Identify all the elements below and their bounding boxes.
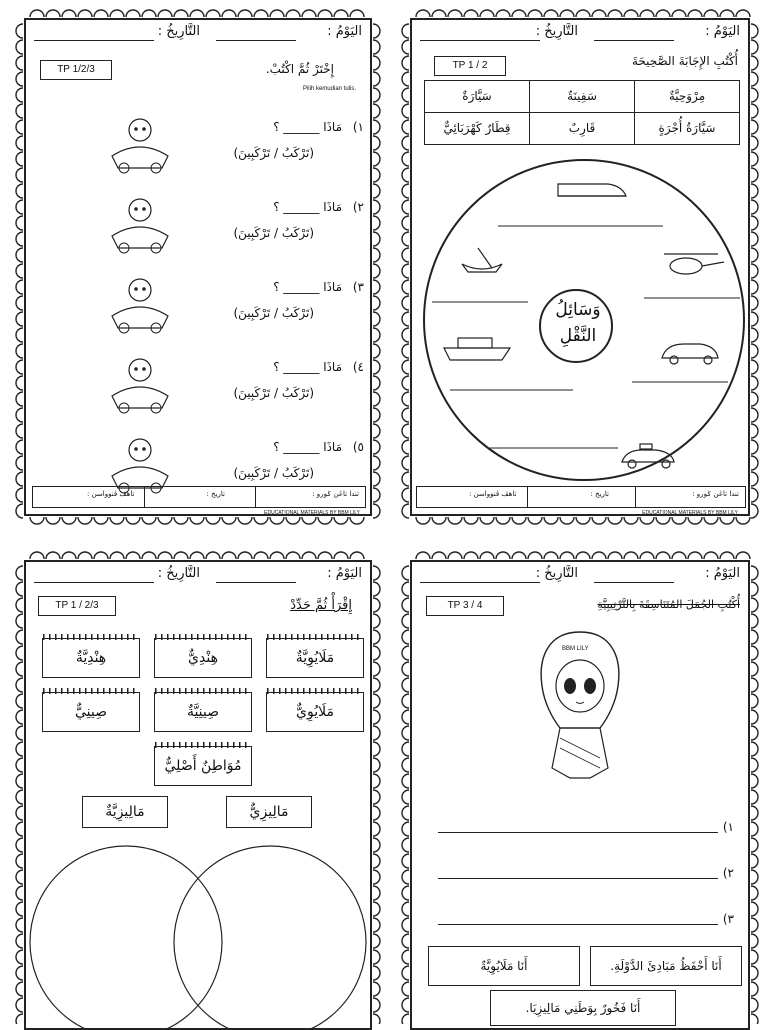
footer-level: تاهڤ ڤنوواسن :	[87, 490, 135, 498]
word-card-text: صِينِيٌّ	[74, 704, 107, 720]
question-item	[26, 200, 374, 270]
sentence-card-b: أَنَا مَلَايُوِيَّةٌ	[428, 946, 580, 986]
answer-number-3: (٣	[722, 912, 734, 926]
word-card-text: مَلَايُوِيٌّ	[296, 704, 334, 720]
word-card-text: مُوَاطِنٌ أَصْلِيٌّ	[164, 758, 242, 774]
worksheet-2	[410, 18, 750, 516]
question-options: (تَرْكَبُ / تَرْكَبِينَ)	[233, 386, 314, 400]
instruction: إِقْرَأْ ثُمَّ حَدِّدْ	[290, 598, 352, 613]
word-bank-cell: سَفِينَةٌ	[529, 80, 635, 113]
venn-circle-left	[30, 846, 222, 1030]
word-card	[42, 692, 140, 732]
question-item	[26, 120, 374, 190]
tp-level-box: TP 1/2/3	[40, 60, 112, 80]
word-card	[154, 638, 252, 678]
copyright: EDUCATIONAL MATERIALS BY BBM LILY	[642, 510, 738, 516]
footer-level: تاهڤ ڤنوواسن :	[469, 490, 517, 498]
worksheet-4	[410, 560, 750, 1030]
instruction: أُكْتُبِ الإِجَابَةَ الصَّحِيحَةَ	[631, 54, 738, 68]
date-line	[34, 582, 154, 583]
day-line	[216, 40, 296, 41]
boat-icon	[462, 248, 502, 272]
word-card-text: صِينِيَّةٌ	[186, 704, 220, 720]
answer-line-3	[438, 924, 718, 925]
question-prompt: مَاذَا ______ ؟	[273, 440, 342, 454]
girl-plane-icon	[104, 112, 176, 176]
ship-icon	[444, 338, 510, 360]
word-bank-cell: قِطَارٌ كَهْرَبَائِيٌّ	[424, 112, 530, 145]
question-number: ١)	[352, 120, 364, 134]
venn-circle-right	[174, 846, 366, 1030]
question-number: ٤)	[352, 360, 364, 374]
question-options: (تَرْكَبُ / تَرْكَبِينَ)	[233, 466, 314, 480]
tp-level-box: TP 1 / 2/3	[38, 596, 116, 616]
question-number: ٣)	[352, 280, 364, 294]
word-bank-cell: سَيَّارَةُ أُجْرَةٍ	[634, 112, 740, 145]
answer-line-2	[438, 878, 718, 879]
signature-footer	[32, 486, 366, 508]
answer-line-1	[438, 832, 718, 833]
girl-scooter-icon	[104, 192, 176, 256]
word-card	[154, 746, 252, 786]
venn-diagram	[26, 830, 374, 1030]
sentence-card-a: أَنَا أَحْفَظُ مَبَادِئَ الدَّوْلَةِ.	[590, 946, 742, 986]
date-label: التَّارِيخُ :	[157, 566, 200, 581]
worksheet-1	[24, 18, 372, 516]
date-line	[420, 40, 540, 41]
instruction: أُكْتُبِ الجُمَلَ المُتَنَاسِقَةَ بِالتَّرْتِيبِيَّةِ	[597, 598, 740, 611]
word-card-text: هِنْدِيٌّ	[188, 650, 218, 666]
electric-train-icon	[558, 184, 626, 196]
answer-number-1: (١	[722, 820, 734, 834]
day-label: اليَوْمُ :	[327, 24, 362, 39]
sentence-card-c: أَنَا فَخُورٌ بِوَطَنِي مَالِيزِيَا.	[490, 990, 676, 1026]
question-options: (تَرْكَبُ / تَرْكَبِينَ)	[233, 226, 314, 240]
outer-circle	[424, 160, 744, 480]
girl-car-icon	[104, 272, 176, 336]
word-card	[266, 692, 364, 732]
day-label: اليَوْمُ :	[327, 566, 362, 581]
helicopter-icon	[664, 254, 724, 274]
center-title-line1: وَسَائِلُ	[555, 300, 601, 320]
question-prompt: مَاذَا ______ ؟	[273, 360, 342, 374]
footer-teacher-sign: تندا تاڠن ݢورو :	[312, 490, 359, 498]
question-prompt: مَاذَا ______ ؟	[273, 280, 342, 294]
day-label: اليَوْمُ :	[705, 566, 740, 581]
taxi-icon	[622, 444, 674, 468]
word-card-text: مَلَايُوِيَّةٌ	[295, 650, 335, 666]
worksheet-3	[24, 560, 372, 1030]
day-line	[594, 40, 674, 41]
instruction: إِخْتَرْ ثُمَّ اكْتُبْ.	[265, 62, 334, 76]
word-bank-cell: قَارِبٌ	[529, 112, 635, 145]
day-line	[594, 582, 674, 583]
tp-level-box: TP 3 / 4	[426, 596, 504, 616]
word-card	[42, 638, 140, 678]
date-label: التَّارِيخُ :	[535, 566, 578, 581]
car-icon	[662, 344, 718, 364]
label-malaysian-male: مَالِيزِيٌّ	[226, 796, 312, 828]
word-card	[154, 692, 252, 732]
day-label: اليَوْمُ :	[705, 24, 740, 39]
question-options: (تَرْكَبُ / تَرْكَبِينَ)	[233, 306, 314, 320]
instruction-malay: Pilih kemudian tulis.	[302, 86, 356, 92]
word-bank-cell: سَيَّارَةٌ	[424, 80, 530, 113]
label-malaysian-female: مَالِيزِيَّةٌ	[82, 796, 168, 828]
day-line	[216, 582, 296, 583]
date-label: التَّارِيخُ :	[157, 24, 200, 39]
date-line	[420, 582, 540, 583]
footer-date: تاريخ :	[206, 490, 225, 498]
bbm-lily-badge: BBM LILY	[562, 646, 589, 652]
question-options: (تَرْكَبُ / تَرْكَبِينَ)	[233, 146, 314, 160]
word-card-text: هِنْدِيَّةٌ	[75, 650, 107, 666]
question-prompt: مَاذَا ______ ؟	[273, 200, 342, 214]
girl-paper-boat-icon	[104, 352, 176, 416]
tp-level-box: TP 1 / 2	[434, 56, 506, 76]
answer-number-2: (٢	[722, 866, 734, 880]
word-card	[266, 638, 364, 678]
date-line	[34, 40, 154, 41]
copyright: EDUCATIONAL MATERIALS BY BBM LILY	[264, 510, 360, 516]
footer-date: تاريخ :	[590, 490, 609, 498]
signature-footer	[416, 486, 746, 508]
question-number: ٥)	[352, 440, 364, 454]
question-prompt: مَاذَا ______ ؟	[273, 120, 342, 134]
date-label: التَّارِيخُ :	[535, 24, 578, 39]
question-number: ٢)	[352, 200, 364, 214]
center-title-line2: النَّقْلِ	[559, 326, 597, 346]
question-item	[26, 280, 374, 350]
word-bank-cell: مِرْوَحِيَّةٌ	[634, 80, 740, 113]
question-item	[26, 360, 374, 430]
footer-teacher-sign: تندا تاڠن ݢورو :	[692, 490, 739, 498]
